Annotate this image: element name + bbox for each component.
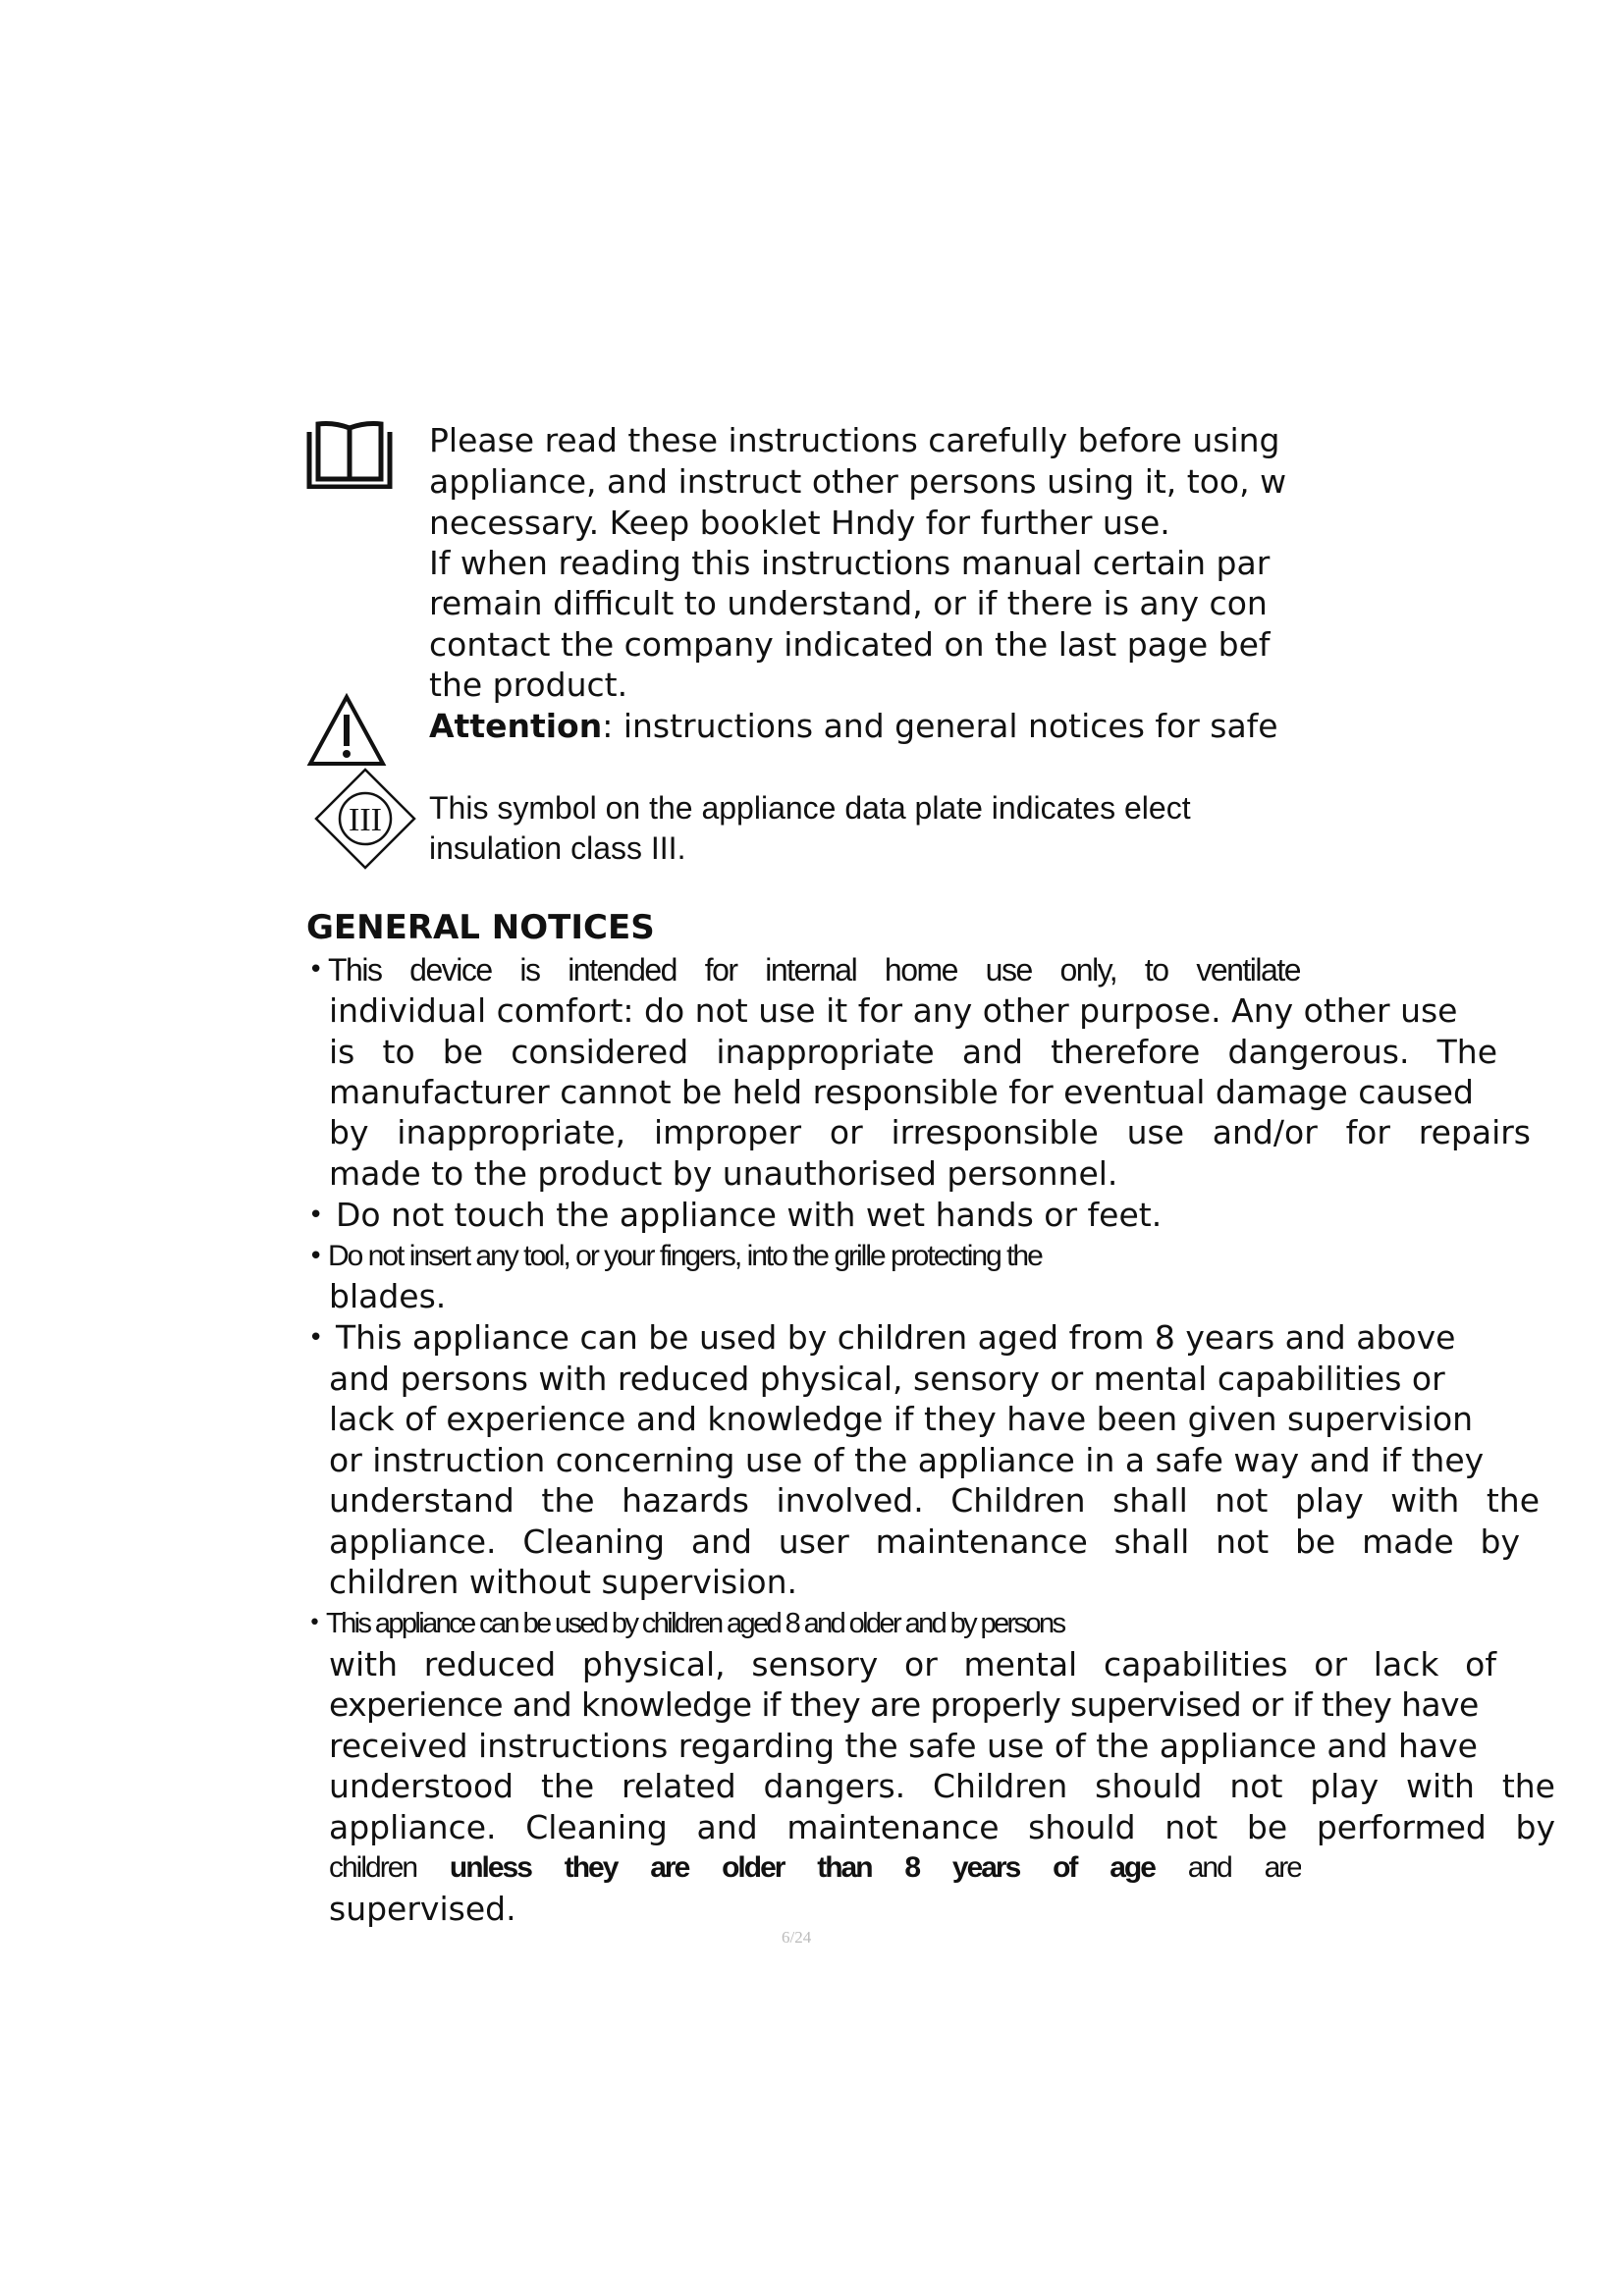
intro-line: necessary. Keep booklet Hndy for further use. <box>429 504 1170 542</box>
bullet-4-line: and persons with reduced physical, sensory or mental capabilities or <box>329 1360 1445 1398</box>
bullet-2-text: Do not touch the appliance with wet hands or feet. <box>336 1196 1163 1234</box>
attention-text: : instructions and general notices for safe <box>602 707 1278 745</box>
bullet-1-line: individual comfort: do not use it for any other purpose. Any other use <box>329 991 1458 1030</box>
read-manual-icon <box>304 418 395 489</box>
bullet-5-line: received instructions regarding the safe use of the appliance and have <box>329 1727 1478 1765</box>
bullet-4-line: appliance. Cleaning and user maintenance shall not be made by <box>329 1522 1520 1561</box>
bullet-4-line: or instruction concerning use of the appliance in a safe way and if they <box>329 1441 1485 1479</box>
bullet-1-line: is to be considered inappropriate and therefore dangerous. The <box>329 1033 1497 1071</box>
bullet-icon: • <box>308 955 324 985</box>
warning-icon <box>306 693 387 768</box>
bullet-1-line: made to the product by unauthorised personnel. <box>329 1154 1118 1193</box>
bullet-5-first-line: This appliance can be used by children aged 8 and older and by persons <box>326 1608 1064 1639</box>
attention-label: Attention <box>429 707 603 745</box>
bullet-5-line: with reduced physical, sensory or mental capabilities or lack of <box>329 1645 1496 1683</box>
bullet-3-line: blades. <box>329 1277 447 1315</box>
bullet-icon: • <box>308 1323 324 1353</box>
bullet-5-line: supervised. <box>329 1890 516 1928</box>
bullet-4-line: This appliance can be used by children aged from 8 years and above <box>336 1318 1456 1357</box>
bullet-5-emphasis-line <box>329 1847 1301 1889</box>
bullet-5-line: appliance. Cleaning and maintenance should not be performed by <box>329 1808 1555 1846</box>
bullet-1-first-line: This device is intended for internal home use only, to ventilate <box>328 952 1300 988</box>
symbol-line: insulation class III. <box>429 830 686 866</box>
bullet-4-line: lack of experience and knowledge if they have been given supervision <box>329 1400 1474 1438</box>
class-symbol: III <box>349 802 382 838</box>
bullet-1-line: manufacturer cannot be held responsible for eventual damage caused <box>329 1073 1474 1111</box>
intro-line: contact the company indicated on the last page bef <box>429 625 1271 664</box>
bullet-5-line: experience and knowledge if they are properly supervised or if they have <box>329 1685 1479 1724</box>
symbol-line: This symbol on the appliance data plate indicates elect <box>429 790 1191 826</box>
bullet-5-pre: children <box>329 1851 450 1884</box>
bullet-5-line: understood the related dangers. Children should not play with the <box>329 1767 1555 1805</box>
intro-line: the product. <box>429 666 628 704</box>
intro-line: Please read these instructions carefully before using <box>429 421 1280 459</box>
intro-line: remain difficult to understand, or if there is any con <box>429 584 1268 622</box>
section-heading: GENERAL NOTICES <box>306 908 655 947</box>
bullet-4-line: understand the hazards involved. Children shall not play with the <box>329 1481 1540 1520</box>
bullet-icon: • <box>308 1242 324 1271</box>
page-number: 6/24 <box>782 1928 812 1947</box>
bullet-5-post: and are <box>1154 1851 1301 1884</box>
bullet-1-line: by inappropriate, improper or irresponsible use and/or for repairs <box>329 1113 1531 1151</box>
bullet-5-bold: unless they are older than 8 years of age <box>449 1851 1155 1884</box>
intro-line: If when reading this instructions manual certain par <box>429 544 1271 582</box>
attention-line <box>429 706 1301 747</box>
bullet-icon: • <box>308 1611 321 1635</box>
bullet-3-first-line: Do not insert any tool, or your fingers, into the grille protecting the <box>328 1240 1042 1272</box>
insulation-class-iii-icon <box>312 766 418 872</box>
bullet-icon: • <box>308 1201 324 1230</box>
bullet-4-line: children without supervision. <box>329 1563 798 1601</box>
intro-line: appliance, and instruct other persons using it, too, w <box>429 462 1287 501</box>
